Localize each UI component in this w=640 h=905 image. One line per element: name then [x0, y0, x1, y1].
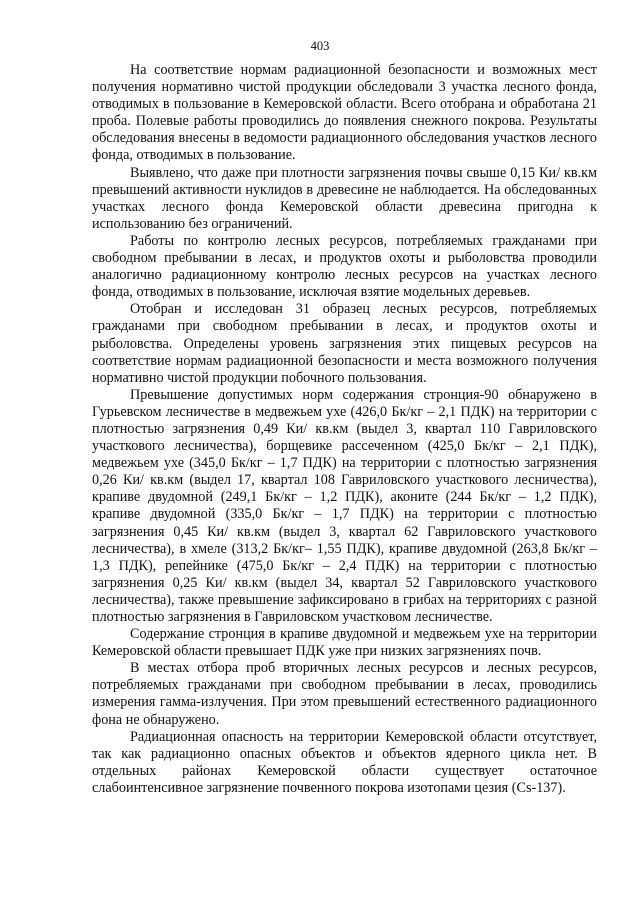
- paragraph-survey-plots: На соответствие нормам радиационной безопасности и возможных мест получения нормативно чистой продукции обследовали 3 участка лесного фонда, отводимых в пользование в Кемеровской области. Всего отобрана и обработана 21 проба. Полевые работы проводились до появления снежного покрова. Результаты обследования внесены в ведомости радиационного обследования участков лесного фонда, отводимых в пользование.: [92, 62, 597, 164]
- paragraph-gamma-measurements: В местах отбора проб вторичных лесных ресурсов и лесных ресурсов, потребляемых гражданами при свободном пребывании в лесах, проводились измерения гамма-излучения. При этом превышений естественного радиационного фона не обнаружено.: [92, 660, 597, 728]
- paragraph-wood-activity: Выявлено, что даже при плотности загрязнения почвы свыше 0,15 Ки/ кв.км превышений активности нуклидов в древесине не наблюдается. На обследованных участках лесного фонда Кемеровской области древесина пригодна к использованию без ограничений.: [92, 164, 597, 232]
- paragraph-radiation-hazard: Радиационная опасность на территории Кемеровской области отсутствует, так как радиационно опасных объектов и объектов ядерного цикла нет. В отдельных районах Кемеровской области существует остаточное слабоинтенсивное загрязнение почвенного покрова изотопами цезия (Cs-137).: [92, 728, 597, 796]
- paragraph-strontium-exceedance: Превышение допустимых норм содержания стронция-90 обнаружено в Гурьевском лесничестве в медвежьем ухе (426,0 Бк/кг – 2,1 ПДК) на территории с плотностью загрязнения 0,49 Ки/ кв.км (выдел 3, квартал 110 Гавриловского участкового лесничества), борщевике рассеченном (425,0 Бк/кг – 2,1 ПДК), медвежьем ухе (345,0 Бк/кг – 1,7 ПДК) на территории с плотностью загрязнения 0,26 Ки/ кв.км (выдел 17, квартал 108 Гавриловского участкового лесничества), крапиве двудомной (249,1 Бк/кг – 1,2 ПДК), аконите (244 Бк/кг – 1,2 ПДК), крапиве двудомной (335,0 Бк/кг – 1,7 ПДК) на территории с плотностью загрязнения 0,45 Ки/ кв.км (выдел 3, квартал 62 Гавриловского участкового лесничества), в хмеле (313,2 Бк/кг– 1,55 ПДК), крапиве двудомной (263,8 Бк/кг – 1,3 ПДК), репейнике (475,0 Бк/кг – 2,4 ПДК) на территории с плотностью загрязнения 0,25 Ки/ кв.км (выдел 34, квартал 52 Гавриловского участкового лесничества), также превышение зафиксировано в грибах на территориях с разной плотностью загрязнения в Гавриловском участковом лесничестве.: [92, 386, 597, 625]
- page-number: 403: [310, 39, 330, 53]
- paragraph-resource-control: Работы по контролю лесных ресурсов, потребляемых гражданами при свободном пребывании в лесах, и продуктов охоты и рыболовства проводили аналогично радиационному контролю лесных ресурсов на участках лесного фонда, отводимых в пользование, исключая взятие модельных деревьев.: [92, 232, 597, 301]
- paragraph-strontium-content: Содержание стронция в крапиве двудомной и медвежьем ухе на территории Кемеровской области превышает ПДК уже при низких загрязнениях почв.: [92, 626, 597, 660]
- body-text: [92, 62, 597, 797]
- paragraph-samples-studied: Отобран и исследован 31 образец лесных ресурсов, потребляемых гражданами при свободном пребывании в лесах, и продуктов охоты и рыболовства. Определены уровень загрязнения этих пищевых ресурсов на соответствие нормам радиационной безопасности и места возможного получения нормативно чистой продукции побочного пользования.: [92, 301, 597, 386]
